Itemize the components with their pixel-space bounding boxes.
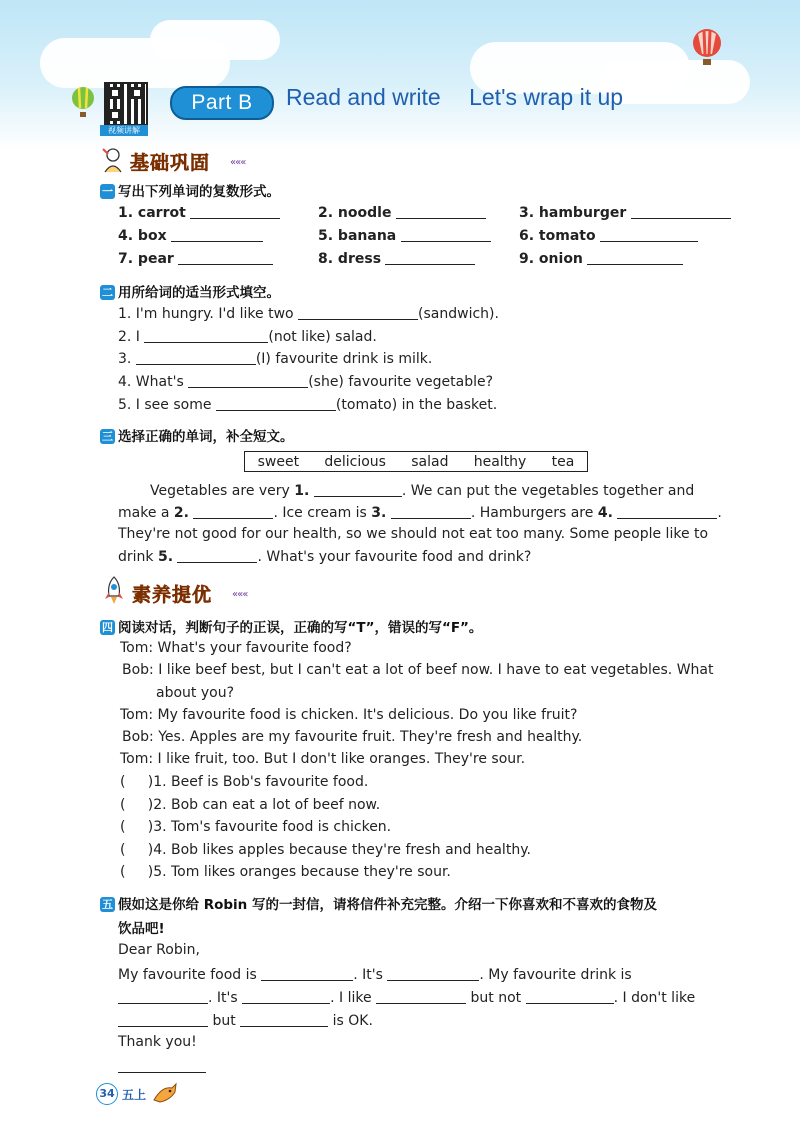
- task1-item: 1. carrot: [118, 204, 280, 221]
- answer-blank[interactable]: [387, 966, 479, 981]
- task1-item: 6. tomato: [519, 227, 698, 244]
- decor-dots: «««: [232, 589, 248, 600]
- letter-line: . It's . I like but not . I don't like: [118, 989, 695, 1006]
- task2-heading: [100, 281, 280, 301]
- answer-blank[interactable]: [242, 989, 330, 1004]
- word-bank-item: sweet: [257, 453, 300, 470]
- answer-blank[interactable]: [216, 396, 336, 411]
- dialogue-line: Bob: I like beef best, but I can't eat a lot of beef now. I have to eat vegetables. What: [122, 662, 714, 678]
- answer-blank[interactable]: [631, 204, 731, 219]
- task5-instruction: 假如这是你给 Robin 写的一封信，请将信件补充完整。介绍一下你喜欢和不喜欢的食物及: [118, 897, 657, 913]
- task5-instruction-cont: 饮品吧!: [118, 921, 165, 937]
- task5-badge: 五: [102, 898, 113, 911]
- answer-blank[interactable]: [144, 328, 268, 343]
- word-bank-item: salad: [411, 453, 449, 470]
- section-basic-heading: 基础巩固: [130, 152, 211, 174]
- letter-line: but is OK.: [118, 1012, 373, 1029]
- task1-item: 8. dress: [318, 250, 475, 267]
- qr-code-icon[interactable]: [104, 82, 148, 126]
- task1-item: 9. onion: [519, 250, 683, 267]
- answer-blank[interactable]: [190, 204, 280, 219]
- page-title: [286, 84, 645, 111]
- letter-line: My favourite food is . It's . My favourite drink is: [118, 967, 632, 983]
- task2-item: 5. I see some (tomato) in the basket.: [118, 397, 498, 413]
- answer-blank[interactable]: [376, 989, 466, 1004]
- hot-air-balloon-icon: [690, 28, 724, 68]
- task3-heading: [100, 425, 294, 445]
- task2-item: 1. I'm hungry. I'd like two (sandwich).: [118, 306, 499, 322]
- qr-caption: 视频讲解: [100, 125, 148, 136]
- section-advanced-heading: 素养提优: [132, 584, 213, 606]
- title-read-and-write: Read and write: [286, 84, 441, 110]
- task2-badge: 二: [102, 286, 113, 299]
- answer-blank[interactable]: [600, 227, 698, 242]
- task2-instruction: 用所给词的适当形式填空。: [118, 285, 280, 301]
- task4-instruction: 阅读对话，判断句子的正误，正确的写“T”，错误的写“F”。: [118, 620, 483, 636]
- rocket-icon: [102, 576, 126, 606]
- passage-line: They're not good for our health, so we should not eat too many. Some people like to: [118, 526, 709, 542]
- tf-answer-box[interactable]: ( ): [120, 774, 154, 790]
- tf-answer-box[interactable]: ( ): [120, 864, 154, 880]
- dialogue-line: Tom: I like fruit, too. But I don't like oranges. They're sour.: [120, 751, 526, 767]
- task1-instruction: 写出下列单词的复数形式。: [118, 184, 280, 200]
- task3-badge: 三: [102, 430, 113, 443]
- part-label: Part B: [170, 86, 274, 120]
- task1-item: 3. hamburger: [519, 204, 731, 221]
- task5-heading: [100, 893, 657, 913]
- grade-label: 五上: [122, 1088, 147, 1102]
- passage-line: Vegetables are very 1. . We can put the vegetables together and: [150, 483, 695, 499]
- task1-item: 7. pear: [118, 250, 273, 267]
- task4-heading: [100, 616, 482, 636]
- task2-item: 3. (I) favourite drink is milk.: [118, 351, 433, 367]
- task4-badge: 四: [102, 621, 113, 634]
- small-balloon-icon: [70, 86, 96, 120]
- tf-statement: ( )3. Tom's favourite food is chicken.: [120, 819, 392, 835]
- task3-instruction: 选择正确的单词，补全短文。: [118, 429, 294, 445]
- answer-blank[interactable]: [178, 250, 273, 265]
- task1-item: 5. banana: [318, 227, 491, 244]
- task2-item: 4. What's (she) favourite vegetable?: [118, 374, 494, 390]
- answer-blank[interactable]: [193, 504, 273, 519]
- decor-dots: «««: [230, 157, 246, 168]
- tf-statement: ( )2. Bob can eat a lot of beef now.: [120, 797, 381, 813]
- answer-blank[interactable]: [118, 1012, 208, 1027]
- answer-blank[interactable]: [177, 548, 257, 563]
- word-bank-item: tea: [551, 453, 575, 470]
- answer-blank[interactable]: [391, 504, 471, 519]
- tf-statement: ( )5. Tom likes oranges because they're sour.: [120, 864, 451, 880]
- task1-badge: 一: [102, 185, 113, 198]
- answer-blank[interactable]: [188, 373, 308, 388]
- answer-blank[interactable]: [240, 1012, 328, 1027]
- tf-answer-box[interactable]: ( ): [120, 842, 154, 858]
- answer-blank[interactable]: [314, 482, 402, 497]
- word-bank-item: healthy: [473, 453, 527, 470]
- answer-blank[interactable]: [136, 350, 256, 365]
- task1-heading: [100, 180, 280, 200]
- letter-greeting: Dear Robin,: [118, 942, 200, 958]
- signature-blank[interactable]: [118, 1058, 206, 1073]
- dialogue-line: Bob: Yes. Apples are my favourite fruit. They're fresh and healthy.: [122, 729, 583, 745]
- page-number: 34: [96, 1083, 118, 1105]
- task2-item: 2. I (not like) salad.: [118, 329, 377, 345]
- pencil-person-icon: [100, 146, 126, 174]
- dialogue-line: Tom: What's your favourite food?: [120, 640, 352, 656]
- answer-blank[interactable]: [617, 504, 717, 519]
- answer-blank[interactable]: [298, 305, 418, 320]
- passage-line: make a 2. . Ice cream is 3. . Hamburgers are 4. .: [118, 505, 722, 521]
- dialogue-line: about you?: [156, 685, 234, 701]
- tf-statement: ( )1. Beef is Bob's favourite food.: [120, 774, 369, 790]
- tf-answer-box[interactable]: ( ): [120, 819, 154, 835]
- title-wrap-it-up: Let's wrap it up: [469, 84, 624, 110]
- answer-blank[interactable]: [526, 989, 614, 1004]
- answer-blank[interactable]: [385, 250, 475, 265]
- tf-statement: ( )4. Bob likes apples because they're fresh and healthy.: [120, 842, 531, 858]
- task1-item: 4. box: [118, 227, 263, 244]
- word-bank: [244, 451, 588, 472]
- answer-blank[interactable]: [396, 204, 486, 219]
- answer-blank[interactable]: [587, 250, 683, 265]
- dialogue-line: Tom: My favourite food is chicken. It's delicious. Do you like fruit?: [120, 707, 578, 723]
- task1-item: 2. noodle: [318, 204, 486, 221]
- answer-blank[interactable]: [171, 227, 263, 242]
- tf-answer-box[interactable]: ( ): [120, 797, 154, 813]
- answer-blank[interactable]: [401, 227, 491, 242]
- passage-line: drink 5. . What's your favourite food and drink?: [118, 549, 532, 565]
- answer-blank[interactable]: [261, 966, 353, 981]
- answer-blank[interactable]: [118, 989, 208, 1004]
- letter-closing: Thank you!: [118, 1034, 197, 1050]
- word-bank-item: delicious: [324, 453, 386, 470]
- fox-mascot-icon: [152, 1082, 178, 1104]
